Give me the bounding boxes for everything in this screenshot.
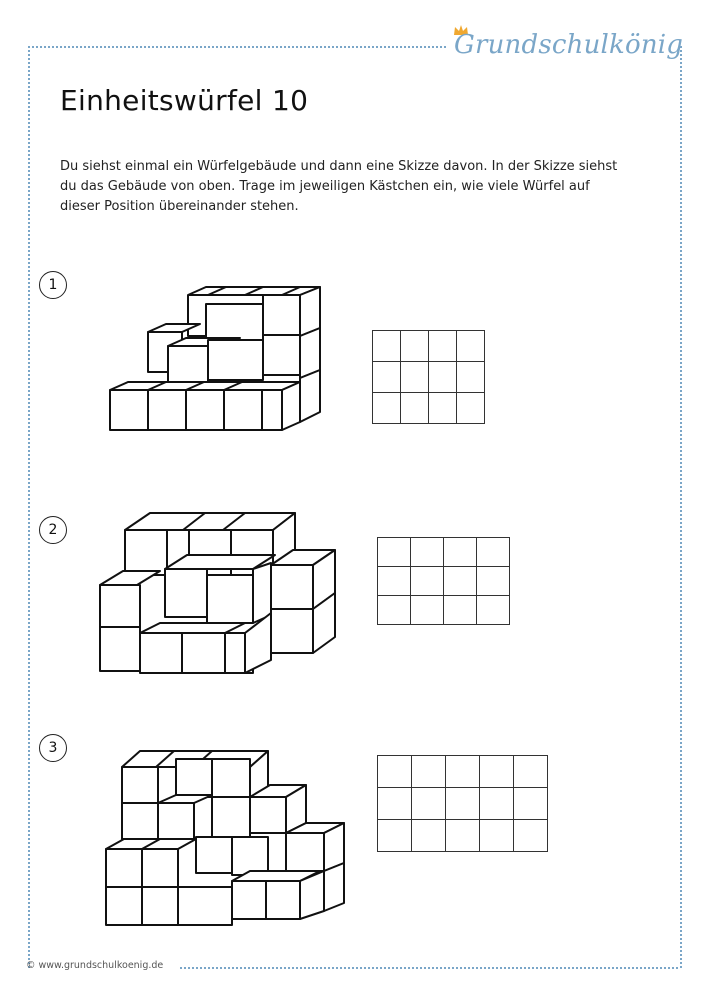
grid-cell[interactable] <box>480 756 514 788</box>
grid-cell[interactable] <box>411 538 444 567</box>
grid-cell[interactable] <box>429 331 457 362</box>
task-number-2: 2 <box>39 516 67 544</box>
task-number-1: 1 <box>39 271 67 299</box>
grid-cell[interactable] <box>412 756 446 788</box>
grid-cell[interactable] <box>378 567 411 596</box>
grid-cell[interactable] <box>457 393 485 424</box>
frame-bottom-border <box>180 967 678 969</box>
grid-cell[interactable] <box>378 820 412 852</box>
grid-cell[interactable] <box>378 756 412 788</box>
grid-cell[interactable] <box>411 596 444 625</box>
grid-cell[interactable] <box>514 788 548 820</box>
instruction-line: dieser Position übereinander stehen. <box>60 199 299 214</box>
answer-grid-1 <box>372 330 485 424</box>
answer-grid-3 <box>377 755 548 852</box>
grid-cell[interactable] <box>514 756 548 788</box>
grid-cell[interactable] <box>444 567 477 596</box>
grid-cell[interactable] <box>446 788 480 820</box>
grid-cell[interactable] <box>373 393 401 424</box>
grid-cell[interactable] <box>480 788 514 820</box>
copyright-footer[interactable]: © www.grundschulkoenig.de <box>26 960 164 971</box>
grid-cell[interactable] <box>411 567 444 596</box>
grid-cell[interactable] <box>477 596 510 625</box>
answer-grid-2 <box>377 537 510 625</box>
grid-cell[interactable] <box>477 567 510 596</box>
grid-cell[interactable] <box>412 788 446 820</box>
grid-cell[interactable] <box>378 538 411 567</box>
grid-cell[interactable] <box>412 820 446 852</box>
grid-cell[interactable] <box>457 362 485 393</box>
cube-building-1 <box>100 280 330 440</box>
grid-cell[interactable] <box>373 362 401 393</box>
task-number-3: 3 <box>39 734 67 762</box>
grid-cell[interactable] <box>401 362 429 393</box>
instruction-line: Du siehst einmal ein Würfelgebäude und dann eine Skizze davon. In der Skizze siehst <box>60 159 618 174</box>
grid-cell[interactable] <box>378 596 411 625</box>
grid-cell[interactable] <box>457 331 485 362</box>
grid-cell[interactable] <box>429 362 457 393</box>
grid-cell[interactable] <box>378 788 412 820</box>
grid-cell[interactable] <box>401 331 429 362</box>
grid-cell[interactable] <box>401 393 429 424</box>
instruction-line: du das Gebäude von oben. Trage im jeweiligen Kästchen ein, wie viele Würfel auf <box>60 179 590 194</box>
cube-building-3 <box>100 745 350 930</box>
grid-cell[interactable] <box>446 820 480 852</box>
page-title: Einheitswürfel 10 <box>60 84 309 117</box>
grid-cell[interactable] <box>514 820 548 852</box>
grid-cell[interactable] <box>477 538 510 567</box>
instructions <box>60 157 660 217</box>
grid-cell[interactable] <box>373 331 401 362</box>
cube-building-2 <box>95 505 345 675</box>
grid-cell[interactable] <box>444 596 477 625</box>
brand-logo: Grundschulkönig <box>454 30 684 60</box>
grid-cell[interactable] <box>444 538 477 567</box>
grid-cell[interactable] <box>446 756 480 788</box>
grid-cell[interactable] <box>480 820 514 852</box>
grid-cell[interactable] <box>429 393 457 424</box>
